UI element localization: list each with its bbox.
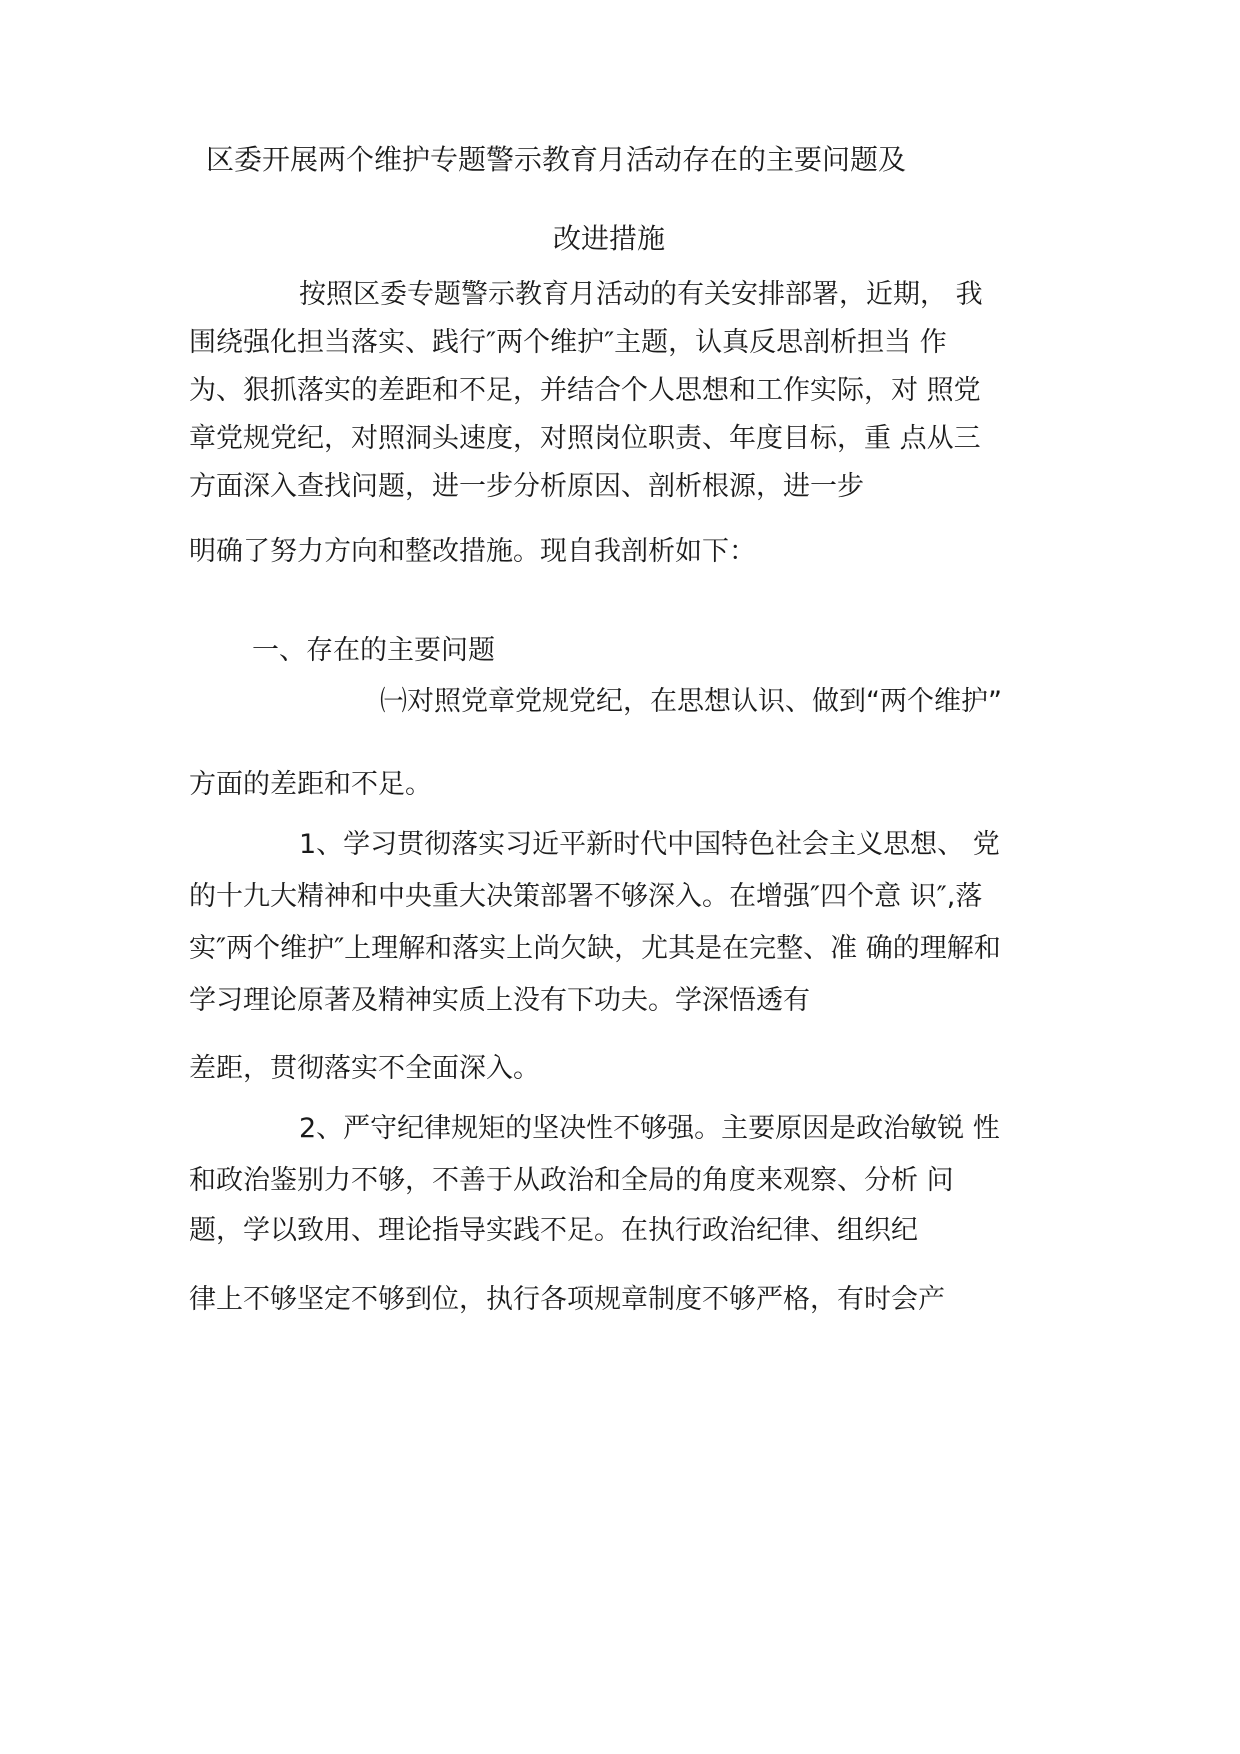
intro-line-3: 为、狠抓落实的差距和不足，并结合个人思想和工作实际，对 照党 [189,375,981,406]
intro-line-5: 方面深入查找问题，进一步分析原因、剖析根源，进一步 [189,471,864,502]
item1-line-3: 实″两个维护″上理解和落实上尚欠缺，尤其是在完整、准 确的理解和 [189,933,1001,964]
intro-line-1: 按照区委专题警示教育月活动的有关安排部署，近期， 我 [299,279,983,310]
item1-line-2: 的十九大精神和中央重大决策部署不够深入。在增强″四个意 识″,落 [189,881,983,912]
intro-line-6: 明确了努力方向和整改措施。现自我剖析如下： [189,536,756,567]
document-title-line-2: 改进措施 [553,222,666,255]
subsection-heading-line-2: 方面的差距和不足。 [189,769,432,800]
item1-line-5: 差距，贯彻落实不全面深入。 [189,1053,540,1084]
intro-line-2: 围绕强化担当落实、践行″两个维护″主题，认真反思剖析担当 作 [189,327,947,358]
item2-line-4: 律上不够坚定不够到位，执行各项规章制度不够严格，有时会产 [189,1284,945,1315]
document-title-line-1: 区委开展两个维护专题警示教育月活动存在的主要问题及 [206,143,907,176]
item2-line-1: 2、严守纪律规矩的坚决性不够强。主要原因是政治敏锐 性 [299,1113,1000,1144]
item2-line-2: 和政治鉴别力不够，不善于从政治和全局的角度来观察、分析 问 [189,1165,954,1196]
section-heading: 一、存在的主要问题 [252,635,495,666]
subsection-heading-line-1: ㈠对照党章党规党纪，在思想认识、做到“两个维护” [380,686,1002,717]
item1-line-1: 1、学习贯彻落实习近平新时代中国特色社会主义思想、 党 [299,829,1000,860]
item1-line-4: 学习理论原著及精神实质上没有下功夫。学深悟透有 [189,985,810,1016]
item2-line-3: 题，学以致用、理论指导实践不足。在执行政治纪律、组织纪 [189,1215,918,1246]
intro-line-4: 章党规党纪，对照洞头速度，对照岗位职责、年度目标，重 点从三 [189,423,981,454]
